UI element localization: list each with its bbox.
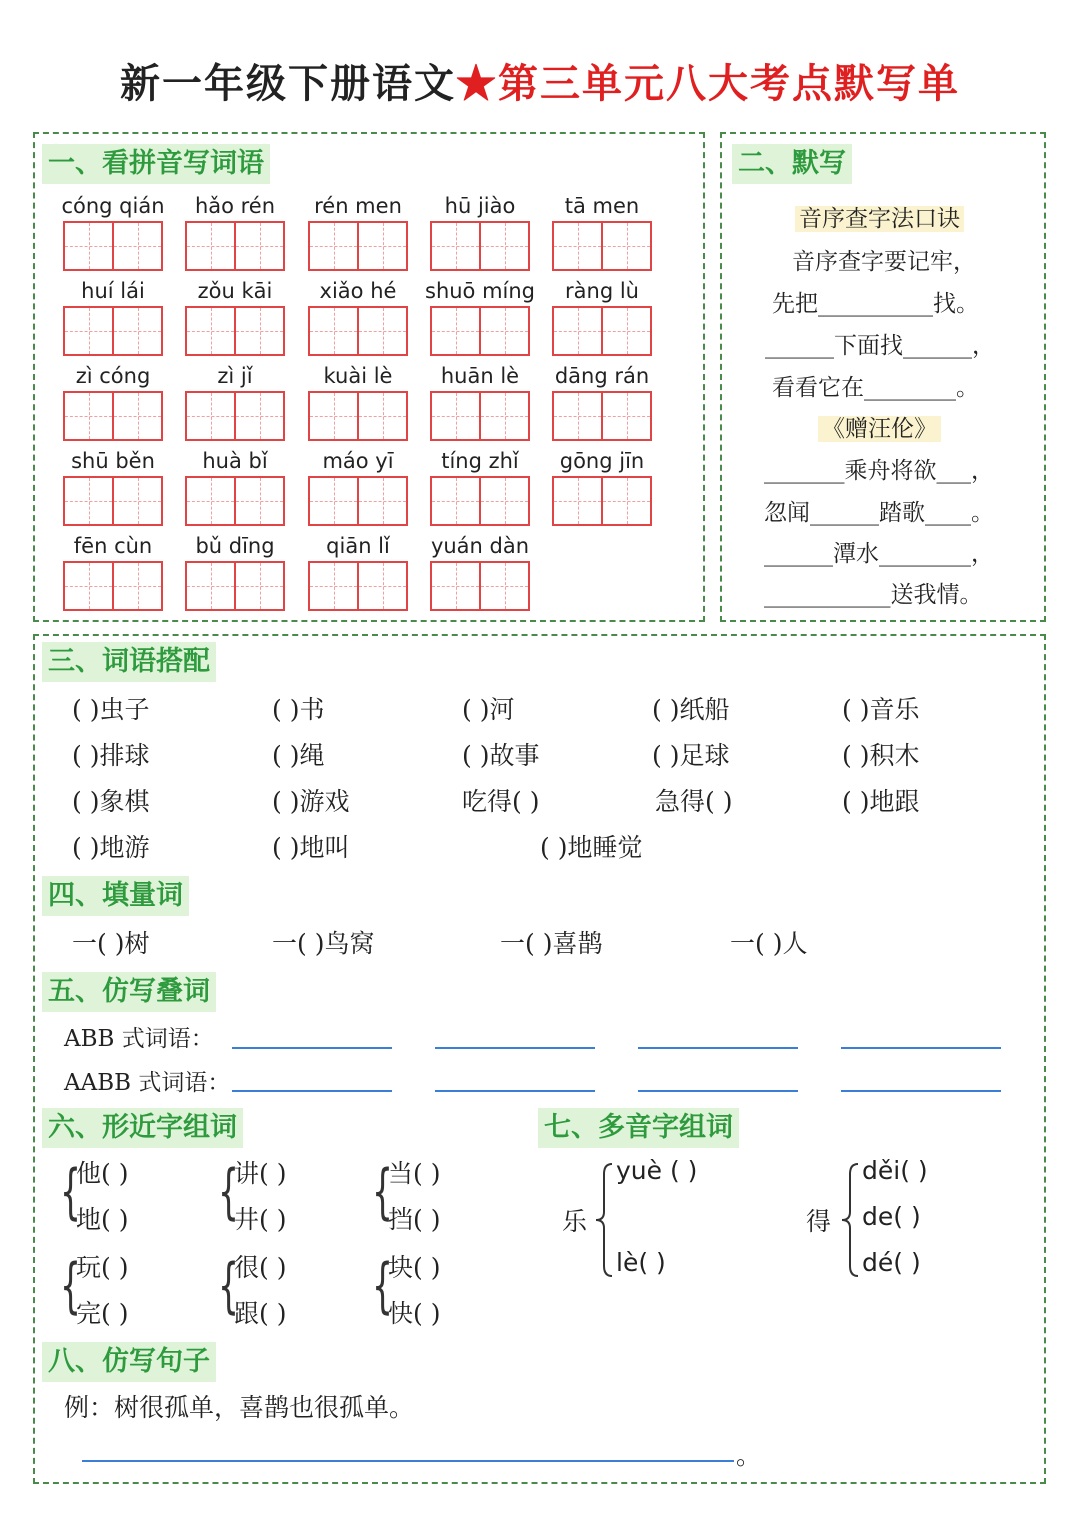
similar-char[interactable]: 跟( ) bbox=[234, 1299, 287, 1328]
grid-cell[interactable] bbox=[65, 308, 114, 354]
polyphone-char: 乐 bbox=[562, 1207, 588, 1236]
pinyin-label: huà bǐ bbox=[202, 449, 268, 473]
answer-line[interactable] bbox=[841, 1090, 1001, 1092]
polyphone-item[interactable]: dé( ) bbox=[862, 1248, 921, 1277]
similar-char[interactable]: 挡( ) bbox=[388, 1205, 441, 1234]
writing-grid-box[interactable] bbox=[430, 221, 530, 271]
grid-cell[interactable] bbox=[310, 478, 359, 524]
rhyme-line: 先把__________找。 bbox=[772, 291, 979, 317]
grid-cell[interactable] bbox=[359, 563, 406, 609]
example-sentence: 例：树很孤单，喜鹊也很孤单。 bbox=[64, 1393, 415, 1422]
pinyin-label: qiān lǐ bbox=[326, 534, 390, 558]
grid-cell[interactable] bbox=[236, 393, 283, 439]
answer-line[interactable] bbox=[232, 1047, 392, 1049]
section3-heading: 三、词语搭配 bbox=[42, 642, 216, 682]
polyphone-char: 得 bbox=[806, 1207, 832, 1236]
pinyin-label: ràng lù bbox=[565, 279, 639, 303]
pinyin-label: gōng jīn bbox=[559, 449, 645, 473]
section5-heading: 五、仿写叠词 bbox=[42, 972, 216, 1012]
poem-line: 忽闻______踏歌____。 bbox=[764, 500, 994, 526]
pinyin-label: tā men bbox=[564, 194, 640, 218]
match-item[interactable]: ( )书 bbox=[272, 695, 325, 724]
match-item[interactable]: ( )排球 bbox=[72, 741, 150, 770]
brace-icon: { bbox=[60, 1251, 82, 1321]
grid-cell[interactable] bbox=[236, 223, 283, 269]
writing-grid-box[interactable] bbox=[308, 476, 408, 526]
writing-grid-box[interactable] bbox=[63, 306, 163, 356]
grid-cell[interactable] bbox=[187, 308, 236, 354]
grid-cell[interactable] bbox=[114, 393, 161, 439]
similar-char[interactable]: 玩( ) bbox=[76, 1253, 129, 1282]
pinyin-label: bǔ dīng bbox=[195, 534, 275, 558]
similar-char[interactable]: 地( ) bbox=[76, 1205, 129, 1234]
writing-grid-box[interactable] bbox=[430, 306, 530, 356]
grid-cell[interactable] bbox=[432, 478, 481, 524]
match-item[interactable]: ( )地跟 bbox=[842, 787, 920, 816]
measure-item[interactable]: 一( )人 bbox=[730, 929, 808, 958]
answer-line[interactable] bbox=[841, 1047, 1001, 1049]
page-title: 新一年级下册语文★第三单元八大考点默写单 bbox=[120, 60, 960, 107]
grid-cell[interactable] bbox=[481, 308, 528, 354]
grid-cell[interactable] bbox=[236, 478, 283, 524]
pinyin-label: tíng zhǐ bbox=[441, 449, 519, 473]
similar-char[interactable]: 很( ) bbox=[234, 1253, 287, 1282]
polyphone-item[interactable]: děi( ) bbox=[862, 1156, 928, 1185]
grid-cell[interactable] bbox=[114, 563, 161, 609]
match-item[interactable]: ( )绳 bbox=[272, 741, 325, 770]
pinyin-label: hū jiào bbox=[444, 194, 516, 218]
rhyme-line: 音序查字要记牢， bbox=[792, 249, 976, 275]
writing-grid-box[interactable] bbox=[63, 476, 163, 526]
abb-label: ABB 式词语： bbox=[64, 1026, 214, 1052]
rhyme-line: ______下面找______， bbox=[765, 333, 995, 359]
match-item[interactable]: ( )河 bbox=[462, 695, 515, 724]
grid-cell[interactable] bbox=[554, 393, 603, 439]
writing-grid-box[interactable] bbox=[185, 476, 285, 526]
polyphone-item[interactable]: lè( ) bbox=[616, 1248, 666, 1277]
grid-cell[interactable] bbox=[65, 478, 114, 524]
grid-cell[interactable] bbox=[603, 308, 650, 354]
similar-char[interactable]: 井( ) bbox=[234, 1205, 287, 1234]
pinyin-label: xiǎo hé bbox=[319, 279, 397, 303]
writing-grid-box[interactable] bbox=[308, 306, 408, 356]
grid-cell[interactable] bbox=[236, 563, 283, 609]
grid-cell[interactable] bbox=[65, 393, 114, 439]
brace-icon: { bbox=[60, 1157, 82, 1227]
brace-icon: { bbox=[218, 1157, 240, 1227]
section8-heading: 八、仿写句子 bbox=[42, 1342, 216, 1382]
match-item[interactable]: ( )积木 bbox=[842, 741, 920, 770]
grid-cell[interactable] bbox=[432, 563, 481, 609]
grid-cell[interactable] bbox=[554, 223, 603, 269]
pinyin-label: máo yī bbox=[322, 449, 394, 473]
writing-grid-box[interactable] bbox=[552, 391, 652, 441]
section6-heading: 六、形近字组词 bbox=[42, 1108, 243, 1148]
answer-line[interactable] bbox=[638, 1047, 798, 1049]
star-icon: ★ bbox=[456, 60, 498, 107]
similar-char[interactable]: 当( ) bbox=[388, 1159, 441, 1188]
pinyin-label: shuō míng bbox=[425, 279, 536, 303]
pinyin-label: kuài lè bbox=[323, 364, 393, 388]
grid-cell[interactable] bbox=[432, 223, 481, 269]
grid-cell[interactable] bbox=[481, 563, 528, 609]
similar-char[interactable]: 他( ) bbox=[76, 1159, 129, 1188]
similar-char[interactable]: 快( ) bbox=[388, 1299, 441, 1328]
poem-title: 《赠汪伦》 bbox=[818, 416, 941, 442]
pinyin-label: hǎo rén bbox=[194, 194, 276, 218]
match-item[interactable]: ( )足球 bbox=[652, 741, 730, 770]
pinyin-label: fēn cùn bbox=[73, 534, 153, 558]
pinyin-label: dāng rán bbox=[554, 364, 650, 388]
grid-cell[interactable] bbox=[603, 478, 650, 524]
match-item[interactable]: ( )地叫 bbox=[272, 833, 350, 862]
grid-cell[interactable] bbox=[359, 308, 406, 354]
writing-grid-box[interactable] bbox=[430, 476, 530, 526]
match-item[interactable]: ( )故事 bbox=[462, 741, 540, 770]
answer-line[interactable] bbox=[638, 1090, 798, 1092]
poem-line: ___________送我情。 bbox=[764, 582, 983, 608]
grid-cell[interactable] bbox=[359, 478, 406, 524]
pinyin-label: zì cóng bbox=[75, 364, 151, 388]
writing-grid-box[interactable] bbox=[308, 391, 408, 441]
pinyin-label: shū běn bbox=[71, 449, 155, 473]
grid-cell[interactable] bbox=[65, 223, 114, 269]
writing-grid-box[interactable] bbox=[552, 476, 652, 526]
measure-item[interactable]: 一( )喜鹊 bbox=[500, 929, 603, 958]
brace-icon: { bbox=[372, 1157, 394, 1227]
pinyin-label: yuán dàn bbox=[430, 534, 530, 558]
writing-grid-box[interactable] bbox=[308, 561, 408, 611]
answer-line[interactable] bbox=[435, 1090, 595, 1092]
polyphone-item[interactable]: yuè ( ) bbox=[616, 1156, 698, 1185]
pinyin-label: huān lè bbox=[440, 364, 520, 388]
rhyme-line: 看看它在________。 bbox=[772, 375, 979, 401]
writing-grid-box[interactable] bbox=[63, 221, 163, 271]
measure-item[interactable]: 一( )树 bbox=[72, 929, 150, 958]
writing-grid-box[interactable] bbox=[552, 221, 652, 271]
brace-icon: { bbox=[372, 1251, 394, 1321]
match-item[interactable]: 吃得( ) bbox=[462, 787, 540, 816]
section7-heading: 七、多音字组词 bbox=[538, 1108, 739, 1148]
grid-cell[interactable] bbox=[603, 393, 650, 439]
grid-cell[interactable] bbox=[359, 393, 406, 439]
answer-line[interactable] bbox=[232, 1090, 392, 1092]
grid-cell[interactable] bbox=[481, 478, 528, 524]
pinyin-label: zǒu kāi bbox=[197, 279, 273, 303]
grid-cell[interactable] bbox=[114, 223, 161, 269]
grid-cell[interactable] bbox=[603, 223, 650, 269]
writing-grid-box[interactable] bbox=[430, 561, 530, 611]
match-item[interactable]: 急得( ) bbox=[655, 787, 733, 816]
brace-icon: { bbox=[218, 1251, 240, 1321]
grid-cell[interactable] bbox=[187, 563, 236, 609]
writing-grid-box[interactable] bbox=[552, 306, 652, 356]
match-item[interactable]: ( )音乐 bbox=[842, 695, 920, 724]
grid-cell[interactable] bbox=[187, 393, 236, 439]
grid-cell[interactable] bbox=[236, 308, 283, 354]
poem-line: _______乘舟将欲___， bbox=[764, 458, 994, 484]
writing-grid-box[interactable] bbox=[63, 391, 163, 441]
writing-grid-box[interactable] bbox=[185, 221, 285, 271]
writing-grid-box[interactable] bbox=[185, 306, 285, 356]
poem-line: ______潭水________， bbox=[764, 541, 994, 567]
writing-grid-box[interactable] bbox=[185, 561, 285, 611]
polyphone-item[interactable]: de( ) bbox=[862, 1202, 921, 1231]
rhyme-title: 音序查字法口诀 bbox=[795, 206, 964, 232]
match-item[interactable]: ( )游戏 bbox=[272, 787, 350, 816]
match-item[interactable]: ( )象棋 bbox=[72, 787, 150, 816]
grid-cell[interactable] bbox=[65, 563, 114, 609]
pinyin-label: cóng qián bbox=[61, 194, 165, 218]
aabb-label: AABB 式词语： bbox=[64, 1070, 231, 1096]
period: 。 bbox=[736, 1441, 762, 1470]
grid-cell[interactable] bbox=[359, 223, 406, 269]
sentence-answer-line[interactable] bbox=[82, 1460, 734, 1462]
match-item[interactable]: ( )纸船 bbox=[652, 695, 730, 724]
answer-line[interactable] bbox=[435, 1047, 595, 1049]
writing-grid-box[interactable] bbox=[63, 561, 163, 611]
section1-heading: 一、看拼音写词语 bbox=[42, 144, 270, 184]
brace-icon bbox=[838, 1160, 862, 1280]
grid-cell[interactable] bbox=[310, 223, 359, 269]
grid-cell[interactable] bbox=[554, 478, 603, 524]
grid-cell[interactable] bbox=[481, 393, 528, 439]
pinyin-label: rén men bbox=[314, 194, 402, 218]
similar-char[interactable]: 块( ) bbox=[388, 1253, 441, 1282]
match-item[interactable]: ( )地游 bbox=[72, 833, 150, 862]
writing-grid-box[interactable] bbox=[308, 221, 408, 271]
grid-cell[interactable] bbox=[114, 308, 161, 354]
writing-grid-box[interactable] bbox=[185, 391, 285, 441]
section2-heading: 二、默写 bbox=[732, 144, 852, 184]
grid-cell[interactable] bbox=[481, 223, 528, 269]
writing-grid-box[interactable] bbox=[430, 391, 530, 441]
grid-cell[interactable] bbox=[187, 223, 236, 269]
similar-char[interactable]: 完( ) bbox=[76, 1299, 129, 1328]
pinyin-label: zì jǐ bbox=[217, 364, 253, 388]
similar-char[interactable]: 讲( ) bbox=[234, 1159, 287, 1188]
match-item[interactable]: ( )虫子 bbox=[72, 695, 150, 724]
measure-item[interactable]: 一( )鸟窝 bbox=[272, 929, 375, 958]
section4-heading: 四、填量词 bbox=[42, 876, 189, 916]
brace-icon bbox=[592, 1160, 616, 1280]
pinyin-label: huí lái bbox=[81, 279, 145, 303]
grid-cell[interactable] bbox=[310, 308, 359, 354]
grid-cell[interactable] bbox=[310, 393, 359, 439]
grid-cell[interactable] bbox=[554, 308, 603, 354]
grid-cell[interactable] bbox=[187, 478, 236, 524]
match-item[interactable]: ( )地睡觉 bbox=[540, 833, 643, 862]
grid-cell[interactable] bbox=[432, 308, 481, 354]
grid-cell[interactable] bbox=[114, 478, 161, 524]
grid-cell[interactable] bbox=[310, 563, 359, 609]
grid-cell[interactable] bbox=[432, 393, 481, 439]
